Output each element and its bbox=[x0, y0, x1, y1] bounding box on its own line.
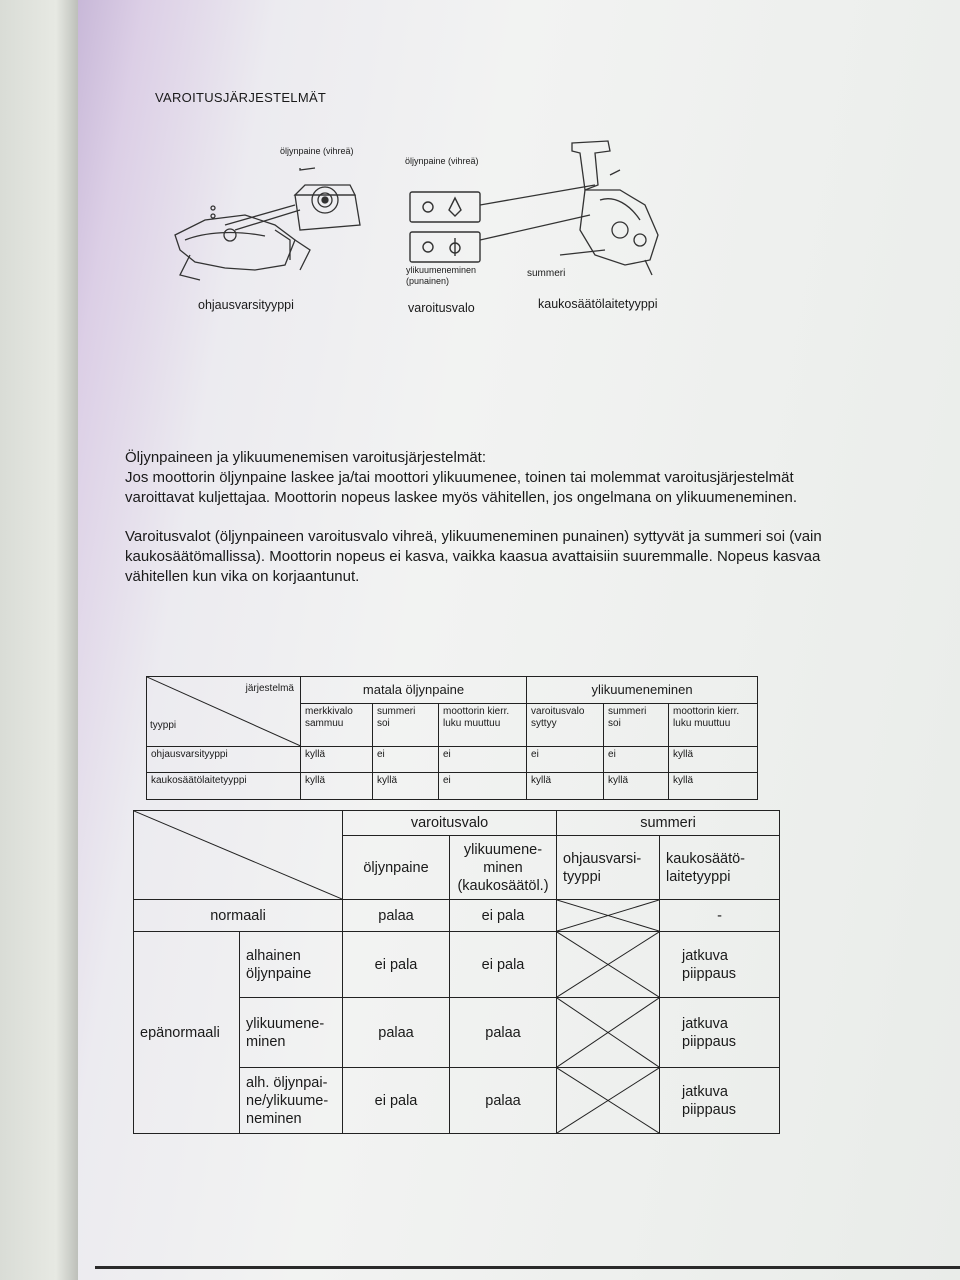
table2-cell: palaa bbox=[450, 1068, 557, 1134]
table2-condition bbox=[240, 998, 343, 1068]
table1-row-type: kaukosäätölaitetyyppi bbox=[147, 773, 301, 800]
remote-line1: jatkuva bbox=[682, 947, 728, 964]
table-row bbox=[134, 932, 780, 998]
table1-cell: kyllä bbox=[373, 773, 439, 800]
header-line2: laitetyyppi bbox=[666, 868, 731, 885]
paragraph2-line2: kaukosäätömallissa). Moottorin nopeus ei kasva, vaikka kaasua avattaisiin suuremmalle. Nopeus kasvaa bbox=[125, 548, 821, 565]
condition-line1: alhainen bbox=[246, 947, 301, 964]
remote-line1: jatkuva bbox=[682, 1083, 728, 1100]
table2-col-remote bbox=[660, 836, 780, 900]
table2-cell: ei pala bbox=[450, 900, 557, 932]
remote-caption: kaukosäätölaitetyyppi bbox=[538, 297, 658, 311]
lamp-caption: varoitusvalo bbox=[408, 301, 475, 315]
warning-lamp-buzzer-table bbox=[133, 810, 780, 1134]
remote-line1: jatkuva bbox=[682, 1015, 728, 1032]
subheader-line2: luku muuttuu bbox=[673, 717, 731, 729]
condition-line1: alh. öljynpai- bbox=[246, 1074, 328, 1091]
table2-crossed-cell bbox=[557, 1068, 660, 1134]
table2-cell: palaa bbox=[343, 998, 450, 1068]
condition-line2: öljynpaine bbox=[246, 965, 312, 982]
tiller-type-illustration bbox=[165, 140, 365, 290]
table1-cell: ei bbox=[604, 746, 669, 773]
header-line1: ohjausvarsi- bbox=[563, 850, 642, 867]
table1-cell: ei bbox=[373, 746, 439, 773]
subheader-line1: summeri bbox=[608, 705, 647, 717]
tiller-engine-drawing bbox=[165, 140, 365, 290]
remote-line2: piippaus bbox=[682, 965, 737, 982]
remote-line2: piippaus bbox=[682, 1101, 737, 1118]
table2-col-oil: öljynpaine bbox=[343, 836, 450, 900]
subheader-line1: summeri bbox=[377, 705, 416, 717]
table1-corner-top: järjestelmä bbox=[245, 683, 294, 694]
subheader-line2: syttyy bbox=[531, 717, 557, 729]
table1-row-type: ohjausvarsityyppi bbox=[147, 746, 301, 773]
cross-mark bbox=[557, 1068, 659, 1133]
subheader-line2: soi bbox=[608, 717, 621, 729]
table2-cell: ei pala bbox=[450, 932, 557, 998]
lamp-overheat-label-line1: ylikuumeneminen bbox=[406, 265, 477, 275]
condition-line2: minen bbox=[246, 1033, 286, 1050]
table2-col-tiller bbox=[557, 836, 660, 900]
header-line2: minen bbox=[483, 859, 523, 876]
table2-cell: palaa bbox=[450, 998, 557, 1068]
table1-cell: kyllä bbox=[604, 773, 669, 800]
condition-line2: ne/ylikuume- bbox=[246, 1092, 329, 1109]
table1-cell: ei bbox=[439, 746, 527, 773]
lamp-overheat-label-line2: (punainen) bbox=[406, 276, 450, 286]
subheader-line1: moottorin kierr. bbox=[673, 705, 740, 717]
paragraph2-line1: Varoitusvalot (öljynpaineen varoitusvalo vihreä, ylikuumeneminen punainen) syttyvät ja summeri soi (vain bbox=[125, 528, 822, 545]
table2-crossed-cell bbox=[557, 900, 660, 932]
table2-col-overheat bbox=[450, 836, 557, 900]
paragraph1-line3: varoittavat kuljettajaa. Moottorin nopeus laskee myös vähitellen, jos ongelmana on ylikuumeneminen. bbox=[125, 489, 798, 506]
section-title: VAROITUSJÄRJESTELMÄT bbox=[155, 90, 327, 105]
cross-mark bbox=[557, 932, 659, 997]
table1-subheader bbox=[373, 703, 439, 746]
table2-remote-cell bbox=[660, 932, 780, 998]
table1-group-overheat: ylikuumeneminen bbox=[527, 677, 758, 704]
table-row bbox=[147, 773, 758, 800]
table2-corner-cell bbox=[134, 811, 343, 900]
cross-mark bbox=[557, 998, 659, 1067]
table1-group-low-oil: matala öljynpaine bbox=[301, 677, 527, 704]
lamp-oil-label: öljynpaine (vihreä) bbox=[405, 156, 479, 166]
table2-condition bbox=[240, 932, 343, 998]
buzzer-label: summeri bbox=[527, 268, 566, 279]
condition-line1: ylikuumene- bbox=[246, 1015, 325, 1032]
tiller-oil-label: öljynpaine (vihreä) bbox=[280, 146, 354, 156]
paragraph-warning-lamps bbox=[125, 527, 925, 587]
subheader-line2: luku muuttuu bbox=[443, 717, 501, 729]
table2-crossed-cell bbox=[557, 998, 660, 1068]
table1-subheader bbox=[527, 703, 604, 746]
table2-remote-cell bbox=[660, 1068, 780, 1134]
table-row bbox=[147, 746, 758, 773]
table-row bbox=[134, 900, 780, 932]
table1-cell: kyllä bbox=[669, 773, 758, 800]
book-binding-edge bbox=[0, 0, 80, 1280]
table2-group-lamp: varoitusvalo bbox=[343, 811, 557, 836]
table2-cell: palaa bbox=[343, 900, 450, 932]
paragraph2-line3: vähitellen kun vika on korjaantunut. bbox=[125, 568, 360, 585]
paragraph1-line2: Jos moottorin öljynpaine laskee ja/tai moottori ylikuumenee, toinen tai molemmat varoitusjärjestelmät bbox=[125, 469, 794, 486]
header-line1: ylikuumene- bbox=[463, 841, 543, 858]
table2-cell: ei pala bbox=[343, 932, 450, 998]
remote-line2: piippaus bbox=[682, 1033, 737, 1050]
table1-subheader bbox=[439, 703, 527, 746]
table2-condition bbox=[240, 1068, 343, 1134]
subheader-line1: moottorin kierr. bbox=[443, 705, 510, 717]
table2-corner-diagonal bbox=[134, 811, 342, 899]
table1-corner-bottom: tyyppi bbox=[150, 719, 177, 731]
table2-cell: - bbox=[660, 900, 780, 932]
tiller-caption: ohjausvarsityyppi bbox=[198, 298, 294, 312]
paragraph-warning-systems bbox=[125, 448, 925, 508]
header-line2: tyyppi bbox=[563, 868, 601, 885]
table2-abnormal-label: epänormaali bbox=[134, 932, 240, 1134]
table1-cell: ei bbox=[527, 746, 604, 773]
paragraph1-line1: Öljynpaineen ja ylikuumenemisen varoitusjärjestelmät: bbox=[125, 449, 487, 466]
table1-cell: ei bbox=[439, 773, 527, 800]
remote-control-illustration bbox=[480, 135, 680, 285]
table1-subheader bbox=[301, 703, 373, 746]
table1-cell: kyllä bbox=[669, 746, 758, 773]
table1-subheader bbox=[669, 703, 758, 746]
header-line3: (kaukosäätöl.) bbox=[457, 877, 549, 894]
warning-lamp-illustration bbox=[405, 180, 485, 270]
warning-lamp-panel bbox=[405, 180, 485, 270]
table1-cell: kyllä bbox=[301, 746, 373, 773]
table1-subheader bbox=[604, 703, 669, 746]
table1-cell: kyllä bbox=[527, 773, 604, 800]
cross-mark bbox=[557, 900, 659, 931]
warning-behaviour-table bbox=[146, 676, 758, 800]
condition-line3: neminen bbox=[246, 1110, 302, 1127]
table2-cell: ei pala bbox=[343, 1068, 450, 1134]
remote-control-drawing bbox=[480, 135, 680, 285]
header-line1: kaukosäätö- bbox=[666, 850, 745, 867]
table2-remote-cell bbox=[660, 998, 780, 1068]
subheader-line1: varoitusvalo bbox=[531, 705, 585, 717]
subheader-line2: sammuu bbox=[305, 717, 344, 729]
table1-cell: kyllä bbox=[301, 773, 373, 800]
table1-corner-cell bbox=[147, 677, 301, 747]
subheader-line2: soi bbox=[377, 717, 390, 729]
table2-crossed-cell bbox=[557, 932, 660, 998]
table2-group-buzzer: summeri bbox=[557, 811, 780, 836]
table2-normal-label: normaali bbox=[134, 900, 343, 932]
page-bottom-rule bbox=[95, 1266, 960, 1269]
subheader-line1: merkkivalo bbox=[305, 705, 353, 717]
